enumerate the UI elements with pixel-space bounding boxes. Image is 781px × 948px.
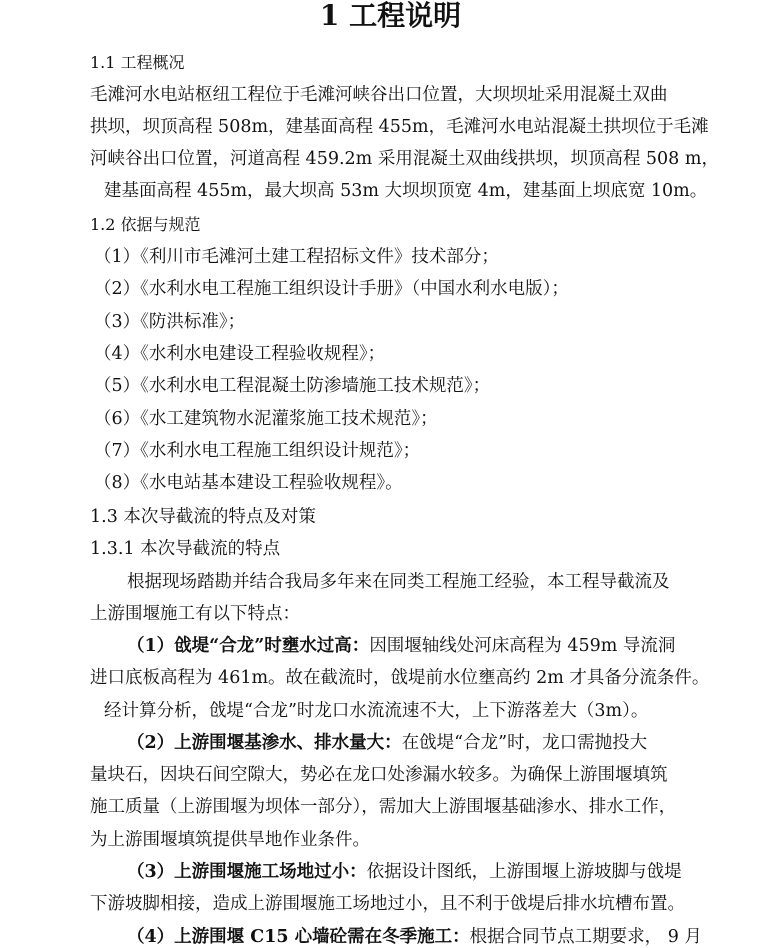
reference-item-2: （2）《水利水电工程施工组织设计手册》（中国水利水电版）；	[94, 279, 569, 299]
subsection-heading-1-3-1: 1.3.1 本次导截流的特点	[90, 539, 281, 559]
feature-3-line-2: 下游坡脚相接，造成上游围堰施工场地过小，且不利于戗堤后排水坑槽布置。	[90, 894, 685, 914]
feature-3-title: （3）上游围堰施工场地过小：	[127, 862, 367, 882]
feature-1-title: （1）戗堤“合龙”时壅水过高：	[127, 636, 370, 656]
feature-4-text: 根据合同节点工期要求， 9 月	[469, 927, 702, 947]
section-heading-1-2: 1.2 依据与规范	[90, 215, 201, 234]
reference-item-5: （5）《水利水电工程混凝土防渗墙施工技术规范》；	[94, 376, 491, 396]
feature-1-line-2: 进口底板高程为 461m。故在截流时，戗堤前水位壅高约 2m 才具备分流条件。	[90, 668, 710, 688]
feature-1-line-3: 经计算分析，戗堤“合龙”时龙口水流流速不大，上下游落差大（3m）。	[104, 701, 649, 721]
feature-2-line-4: 为上游围堰填筑提供旱地作业条件。	[90, 830, 370, 850]
feature-4-title: （4）上游围堰 C15 心墙砼需在冬季施工：	[127, 927, 470, 947]
feature-1-text: 因围堰轴线处河床高程为 459m 导流洞	[369, 636, 676, 656]
reference-item-3: （3）《防洪标准》；	[94, 312, 246, 332]
feature-2-first-line	[127, 732, 767, 754]
reference-item-6: （6）《水工建筑物水泥灌浆施工技术规范》；	[94, 409, 438, 429]
reference-item-1: （1）《利川市毛滩河土建工程招标文件》技术部分；	[94, 247, 499, 267]
intro-line-2: 上游围堰施工有以下特点：	[90, 604, 300, 624]
section-heading-1-1: 1.1 工程概况	[90, 53, 185, 72]
reference-item-7: （7）《水利水电工程施工组织设计规范》；	[94, 441, 421, 461]
feature-2-line-2: 量块石，因块石间空隙大，势必在龙口处渗漏水较多。为确保上游围堰填筑	[90, 765, 668, 785]
overview-line-2: 拱坝，坝顶高程 508m，建基面高程 455m，毛滩河水电站混凝土拱坝位于毛滩	[90, 117, 709, 137]
document-title: 1 工程说明	[319, 0, 462, 32]
overview-line-1: 毛滩河水电站枢纽工程位于毛滩河峡谷出口位置，大坝坝址采用混凝土双曲	[90, 85, 668, 105]
feature-1-first-line	[127, 635, 767, 657]
feature-3-text: 依据设计图纸，上游围堰上游坡脚与戗堤	[366, 862, 682, 882]
reference-item-8: （8）《水电站基本建设工程验收规程》。	[94, 473, 403, 493]
intro-line-1: 根据现场踏勘并结合我局多年来在同类工程施工经验，本工程导截流及	[127, 572, 670, 592]
feature-2-line-3: 施工质量（上游围堰为坝体一部分），需加大上游围堰基础渗水、排水工作，	[90, 797, 677, 817]
feature-2-text: 在戗堤“合龙”时，龙口需抛投大	[401, 733, 648, 753]
section-heading-1-3: 1.3 本次导截流的特点及对策	[90, 507, 316, 527]
reference-item-4: （4）《水利水电建设工程验收规程》；	[94, 344, 386, 364]
feature-3-first-line	[127, 861, 767, 883]
feature-2-title: （2）上游围堰基渗水、排水量大：	[127, 733, 402, 753]
overview-line-3: 河峡谷出口位置，河道高程 459.2m 采用混凝土双曲线拱坝，坝顶高程 508 m，	[90, 149, 719, 169]
overview-line-4: 建基面高程 455m，最大坝高 53m 大坝坝顶宽 4m，建基面上坝底宽 10m。	[104, 181, 708, 201]
feature-4-first-line	[127, 926, 767, 948]
